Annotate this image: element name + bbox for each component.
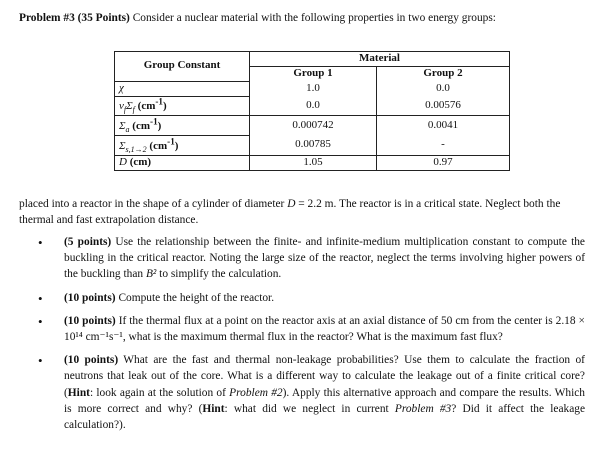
- header-group-1: Group 1: [250, 67, 377, 82]
- bullet-icon: •: [38, 235, 43, 250]
- cell-group-2: 0.97: [377, 156, 510, 171]
- cell-group-1: 0.000742: [250, 116, 377, 136]
- problem-intro: Consider a nuclear material with the following properties in two energy groups:: [129, 12, 496, 24]
- bullet-icon: •: [38, 313, 43, 329]
- header-group-constant: Group Constant: [115, 52, 250, 82]
- row-label: D (cm): [115, 156, 250, 171]
- row-label: χ: [115, 81, 250, 96]
- row-label: $\Sigma_a$ $(cm^{-1})$: [115, 116, 250, 136]
- cell-group-2: -: [377, 136, 510, 156]
- cell-group-2: 0.0041: [377, 116, 510, 136]
- cell-group-1: 0.0: [250, 96, 377, 116]
- cell-group-2: 0.00576: [377, 96, 510, 116]
- table-row: [115, 96, 510, 116]
- table-row: [115, 81, 510, 96]
- row-label: $\Sigma_{s,1\to 2}$ $(cm^{-1})$: [115, 136, 250, 156]
- header-group-2: Group 2: [377, 67, 510, 82]
- table-row: [115, 116, 510, 136]
- table-row: [115, 136, 510, 156]
- cell-group-1: 0.00785: [250, 136, 377, 156]
- cell-group-2: 0.0: [377, 81, 510, 96]
- bullet-icon: •: [38, 353, 43, 369]
- list-item: • (10 points) Compute the height of the reactor.: [19, 290, 585, 306]
- row-label: $\nu_f\Sigma_f$ $(cm^{-1})$: [115, 96, 250, 116]
- list-item: • (5 points) Use the relationship between the finite- and infinite-medium multiplication constant to compute the buckling in the critical reactor. Noting the large size of the reactor, neglect the terms involving higher powers of the buckling than B² to simplify the calculation.: [38, 235, 585, 281]
- header-material: Material: [250, 52, 510, 67]
- cell-group-1: 1.0: [250, 81, 377, 96]
- task-list: [19, 234, 585, 440]
- problem-title: Problem #3 (35 Points): [19, 12, 130, 24]
- bullet-icon: •: [38, 290, 43, 306]
- problem-heading: [19, 10, 594, 26]
- list-item: • (10 points) If the thermal flux at a point on the reactor axis at an axial distance of 50 cm from the center is 2.18 × 10¹⁴ cm⁻¹s⁻¹, what is the maximum thermal flux in the reactor? What is the maximum fast flux?: [38, 313, 585, 343]
- group-constants-table: [114, 51, 510, 171]
- problem-description: placed into a reactor in the shape of a cylinder of diameter D = 2.2 m. The reactor is in a critical state. Neglect both the thermal and fast extrapolation distance.: [19, 198, 561, 227]
- list-item: • (10 points) What are the fast and thermal non-leakage probabilities? Use them to calculate the fraction of neutrons that leak out of the core. What is a different way to calculate the leakage out of a finite critical core? (Hint: look again at the solution of Problem #2). Apply this alternative approach and compare the results. Which is more correct and why? (Hint: what did we neglect in current Problem #3? Did it affect the leakage calculation?).: [38, 353, 586, 431]
- table-row: [115, 156, 510, 171]
- cell-group-1: 1.05: [250, 156, 377, 171]
